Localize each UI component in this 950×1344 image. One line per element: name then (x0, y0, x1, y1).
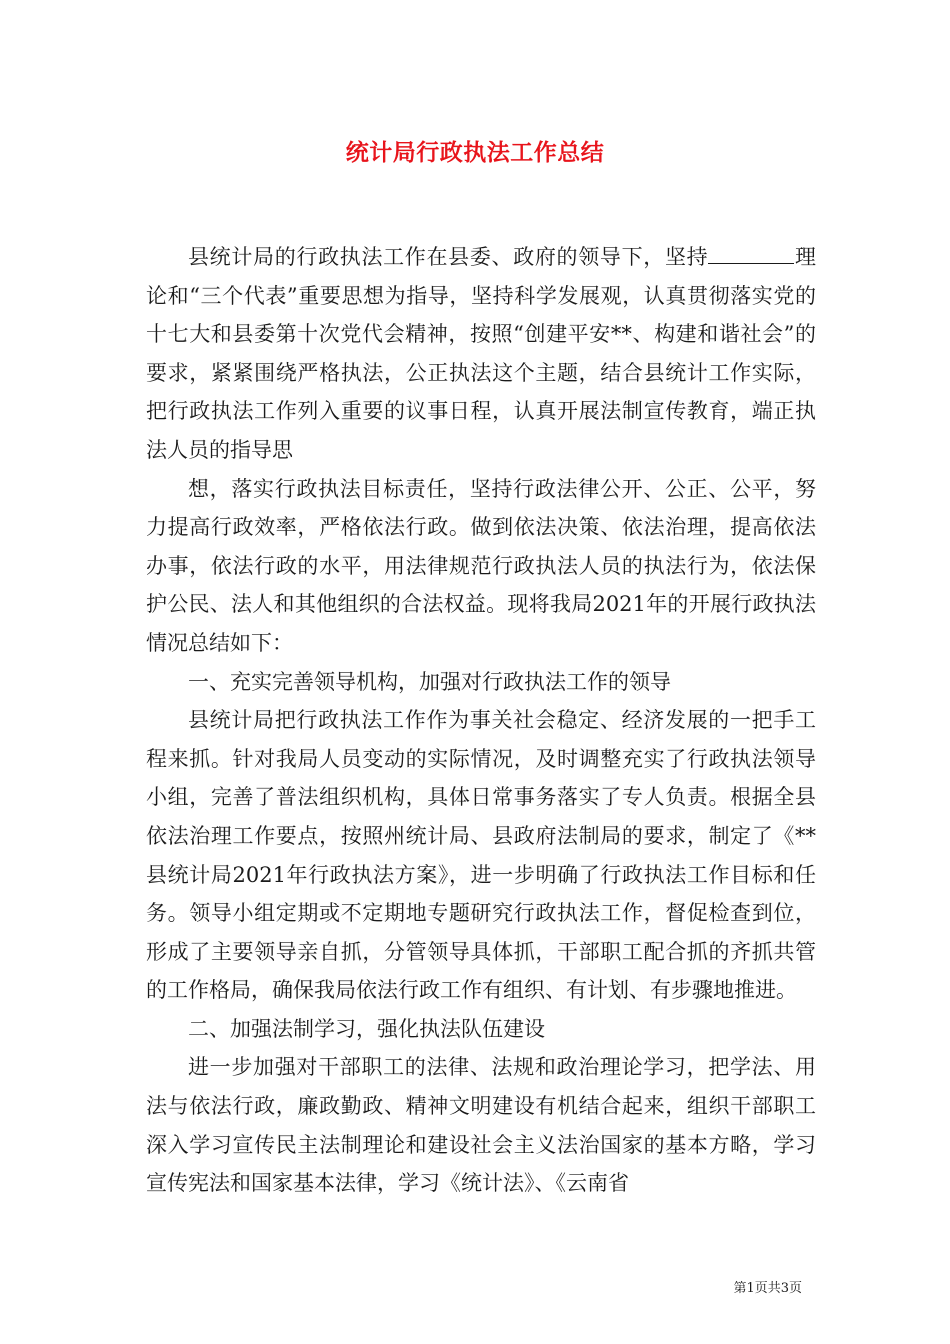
intro-before-blank: 县统计局的行政执法工作在县委、政府的领导下，坚持 (188, 245, 709, 269)
page-number-footer: 第1页共3页 (733, 1281, 802, 1296)
section-2-body: 进一步加强对干部职工的法律、法规和政治理论学习，把学法、用法与依法行政，廉政勤政、精神文明建设有机结合起来，组织干部职工深入学习宣传民主法制理论和建设社会主义法治国家的基本方略，学习宣传宪法和国家基本法律，学习《统计法》、《云南省 (146, 1055, 816, 1196)
section-2-heading: 二、加强法制学习，强化执法队伍建设 (188, 1016, 545, 1041)
paragraph-2: 想，落实行政执法目标责任，坚持行政法律公开、公正、公平，努力提高行政效率，严格依法行政。做到依法决策、依法治理，提高依法办事，依法行政的水平，用法律规范行政执法人员的执法行为，依法保护公民、法人和其他组织的合法权益。现将我局2021年的开展行政执法情况总结如下： (146, 476, 816, 655)
section-1-body: 县统计局把行政执法工作作为事关社会稳定、经济发展的一把手工程来抓。针对我局人员变动的实际情况，及时调整充实了行政执法领导小组，完善了普法组织机构，具体日常事务落实了专人负责。根据全县依法治理工作要点，按照州统计局、县政府法制局的要求，制定了《**县统计局2021年行政执法方案》，进一步明确了行政执法工作目标和任务。领导小组定期或不定期地专题研究行政执法工作，督促检查到位，形成了主要领导亲自抓，分管领导具体抓，干部职工配合抓的齐抓共管的工作格局，确保我局依法行政工作有组织、有计划、有步骤地推进。 (146, 708, 816, 1003)
intro-after-blank: 理论和“三个代表”重要思想为指导，坚持科学发展观，认真贯彻落实党的十七大和县委第十次党代会精神，按照“创建平安**、构建和谐社会”的要求，紧紧围绕严格执法，公正执法这个主题，结合县统计工作实际，把行政执法工作列入重要的议事日程，认真开展法制宣传教育，端正执法人员的指导思 (146, 245, 817, 462)
page-title: 统计局行政执法工作总结 (345, 139, 605, 166)
fill-in-blank (708, 245, 794, 264)
document-body (146, 238, 816, 1203)
section-1-heading: 一、充实完善领导机构，加强对行政执法工作的领导 (188, 669, 671, 694)
intro-paragraph (146, 238, 816, 470)
